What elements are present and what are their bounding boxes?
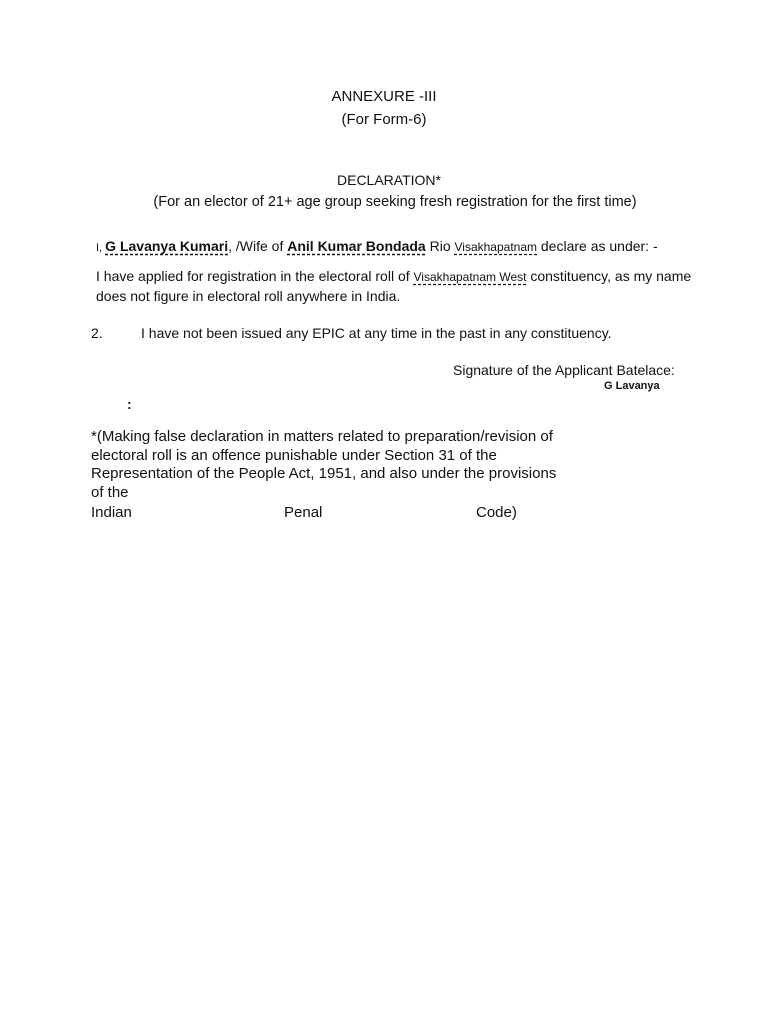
signature-label: Signature of the Applicant Batelace:: [453, 362, 675, 378]
constituency-name: Visakhapatnam West: [413, 270, 527, 284]
residence-text: Rio: [425, 238, 455, 254]
declaration-heading: DECLARATION*: [337, 172, 441, 188]
note-word-indian: Indian: [91, 504, 132, 521]
false-declaration-note: *(Making false declaration in matters related to preparation/revision of electoral roll is an offence punishable under Section 31 of the Representation of the People Act, 1951, and also under the provisions of the: [91, 428, 557, 501]
note-word-penal: Penal: [284, 504, 323, 521]
registration-text-before: I have applied for registration in the electoral roll of: [96, 268, 414, 284]
registration-text-after: constituency, as my name does not figure in electoral roll anywhere in India.: [96, 268, 692, 304]
signature-name: G Lavanya: [604, 380, 660, 392]
applicant-statement: [96, 238, 658, 254]
declaration-subheading: (For an elector of 21+ age group seeking fresh registration for the first time): [153, 194, 637, 210]
registration-paragraph: [96, 267, 696, 306]
relation-text: , /Wife of: [228, 238, 288, 254]
epic-statement: I have not been issued any EPIC at any time in the past in any constituency.: [141, 325, 612, 341]
colon-mark: :: [127, 396, 132, 412]
paragraph-number: 2.: [91, 325, 103, 341]
residence-place: Visakhapatnam: [454, 240, 537, 254]
declare-suffix: declare as under: -: [537, 238, 658, 254]
note-word-code: Code): [476, 504, 517, 521]
applicant-prefix: I,: [96, 242, 106, 254]
applicant-name: G Lavanya Kumari: [105, 238, 229, 254]
form-reference: (For Form-6): [341, 111, 427, 128]
relative-name: Anil Kumar Bondada: [287, 238, 426, 254]
annexure-title: ANNEXURE -III: [331, 88, 437, 105]
